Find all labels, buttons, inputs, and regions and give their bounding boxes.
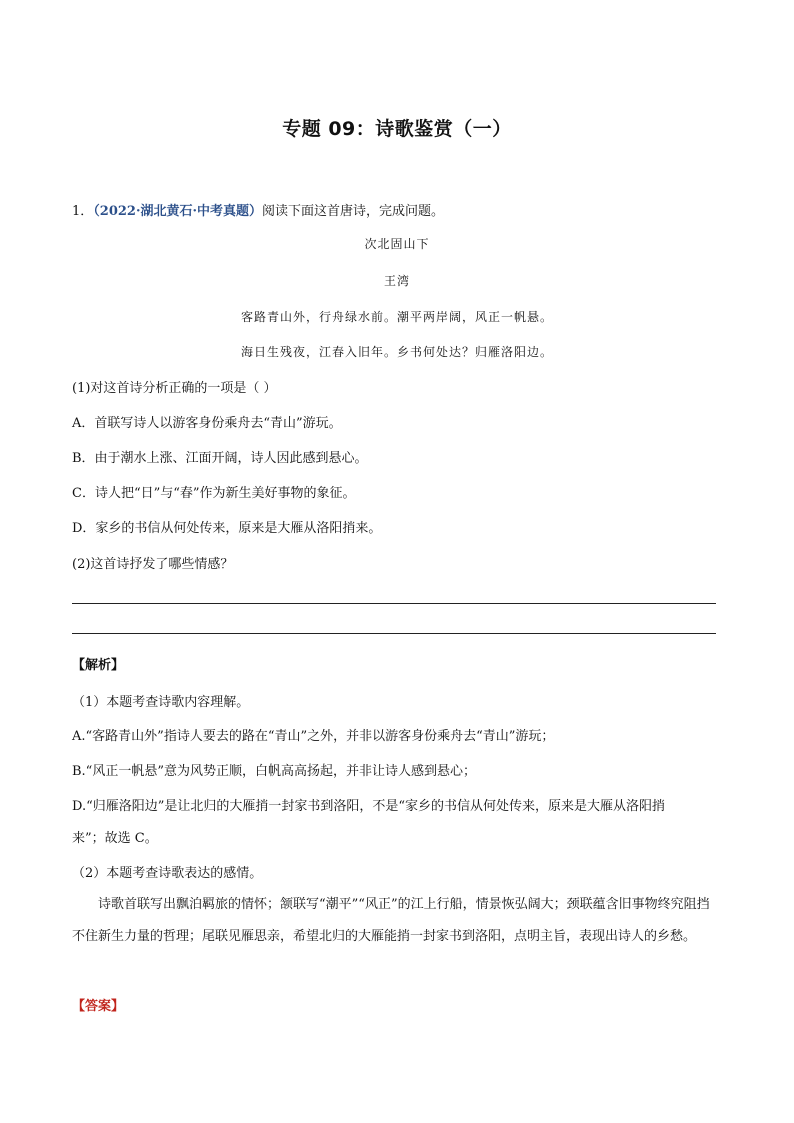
poem-author: 王湾 bbox=[383, 274, 410, 288]
poem-line: 海日生残夜，江春入旧年。乡书何处达？归雁洛阳边。 bbox=[240, 345, 553, 359]
option-b: B．由于潮水上涨、江面开阔，诗人因此感到悬心。 bbox=[72, 451, 368, 466]
analysis-part1-heading: （1）本题考查诗歌内容理解。 bbox=[72, 695, 250, 710]
answer-line bbox=[72, 633, 716, 634]
page-title: 专题 09：诗歌鉴赏（一） bbox=[282, 118, 512, 140]
question-header bbox=[72, 200, 444, 219]
answer-tag: 【答案】 bbox=[72, 999, 125, 1014]
sub-question-2-stem: (2)这首诗抒发了哪些情感？ bbox=[72, 557, 234, 572]
option-c: C．诗人把“日”与“春”作为新生美好事物的象征。 bbox=[72, 486, 356, 501]
question-prompt: 阅读下面这首唐诗，完成问题。 bbox=[262, 204, 445, 219]
analysis-tag: 【解析】 bbox=[72, 658, 125, 673]
question-source: （2022·湖北黄石·中考真题） bbox=[93, 204, 263, 219]
analysis-line: A.“客路青山外”指诗人要去的路在“青山”之外，并非以游客身份乘舟去“青山”游玩； bbox=[72, 729, 555, 744]
answer-line bbox=[72, 603, 716, 604]
option-a: A．首联写诗人以游客身份乘舟去“青山”游玩。 bbox=[72, 416, 342, 431]
analysis-part2-heading: （2）本题考查诗歌表达的感情。 bbox=[72, 866, 263, 881]
analysis-line: 来”；故选 C。 bbox=[72, 831, 158, 846]
analysis-line: B.“风正一帆悬”意为风势正顺，白帆高高扬起，并非让诗人感到悬心； bbox=[72, 764, 476, 779]
poem-title: 次北固山下 bbox=[364, 237, 430, 251]
question-number: 1． bbox=[72, 204, 94, 219]
option-d: D．家乡的书信从何处传来，原来是大雁从洛阳捎来。 bbox=[72, 521, 382, 536]
sub-question-1-stem: (1)对这首诗分析正确的一项是（ ） bbox=[72, 381, 277, 396]
analysis-line: D.“归雁洛阳边”是让北归的大雁捎一封家书到洛阳，不是“家乡的书信从何处传来，原来是大雁从洛阳捎 bbox=[72, 799, 666, 814]
poem-line: 客路青山外，行舟绿水前。潮平两岸阔，风正一帆悬。 bbox=[240, 310, 553, 324]
analysis-part2-paragraph: 诗歌首联写出飘泊羁旅的情怀；颔联写“潮平”“风正”的江上行船，情景恢弘阔大；颈联蕴含旧事物终究阻挡不住新生力量的哲理；尾联见雁思亲，希望北归的大雁能捎一封家书到洛阳，点明主旨，表现出诗人的乡愁。 bbox=[72, 897, 710, 944]
